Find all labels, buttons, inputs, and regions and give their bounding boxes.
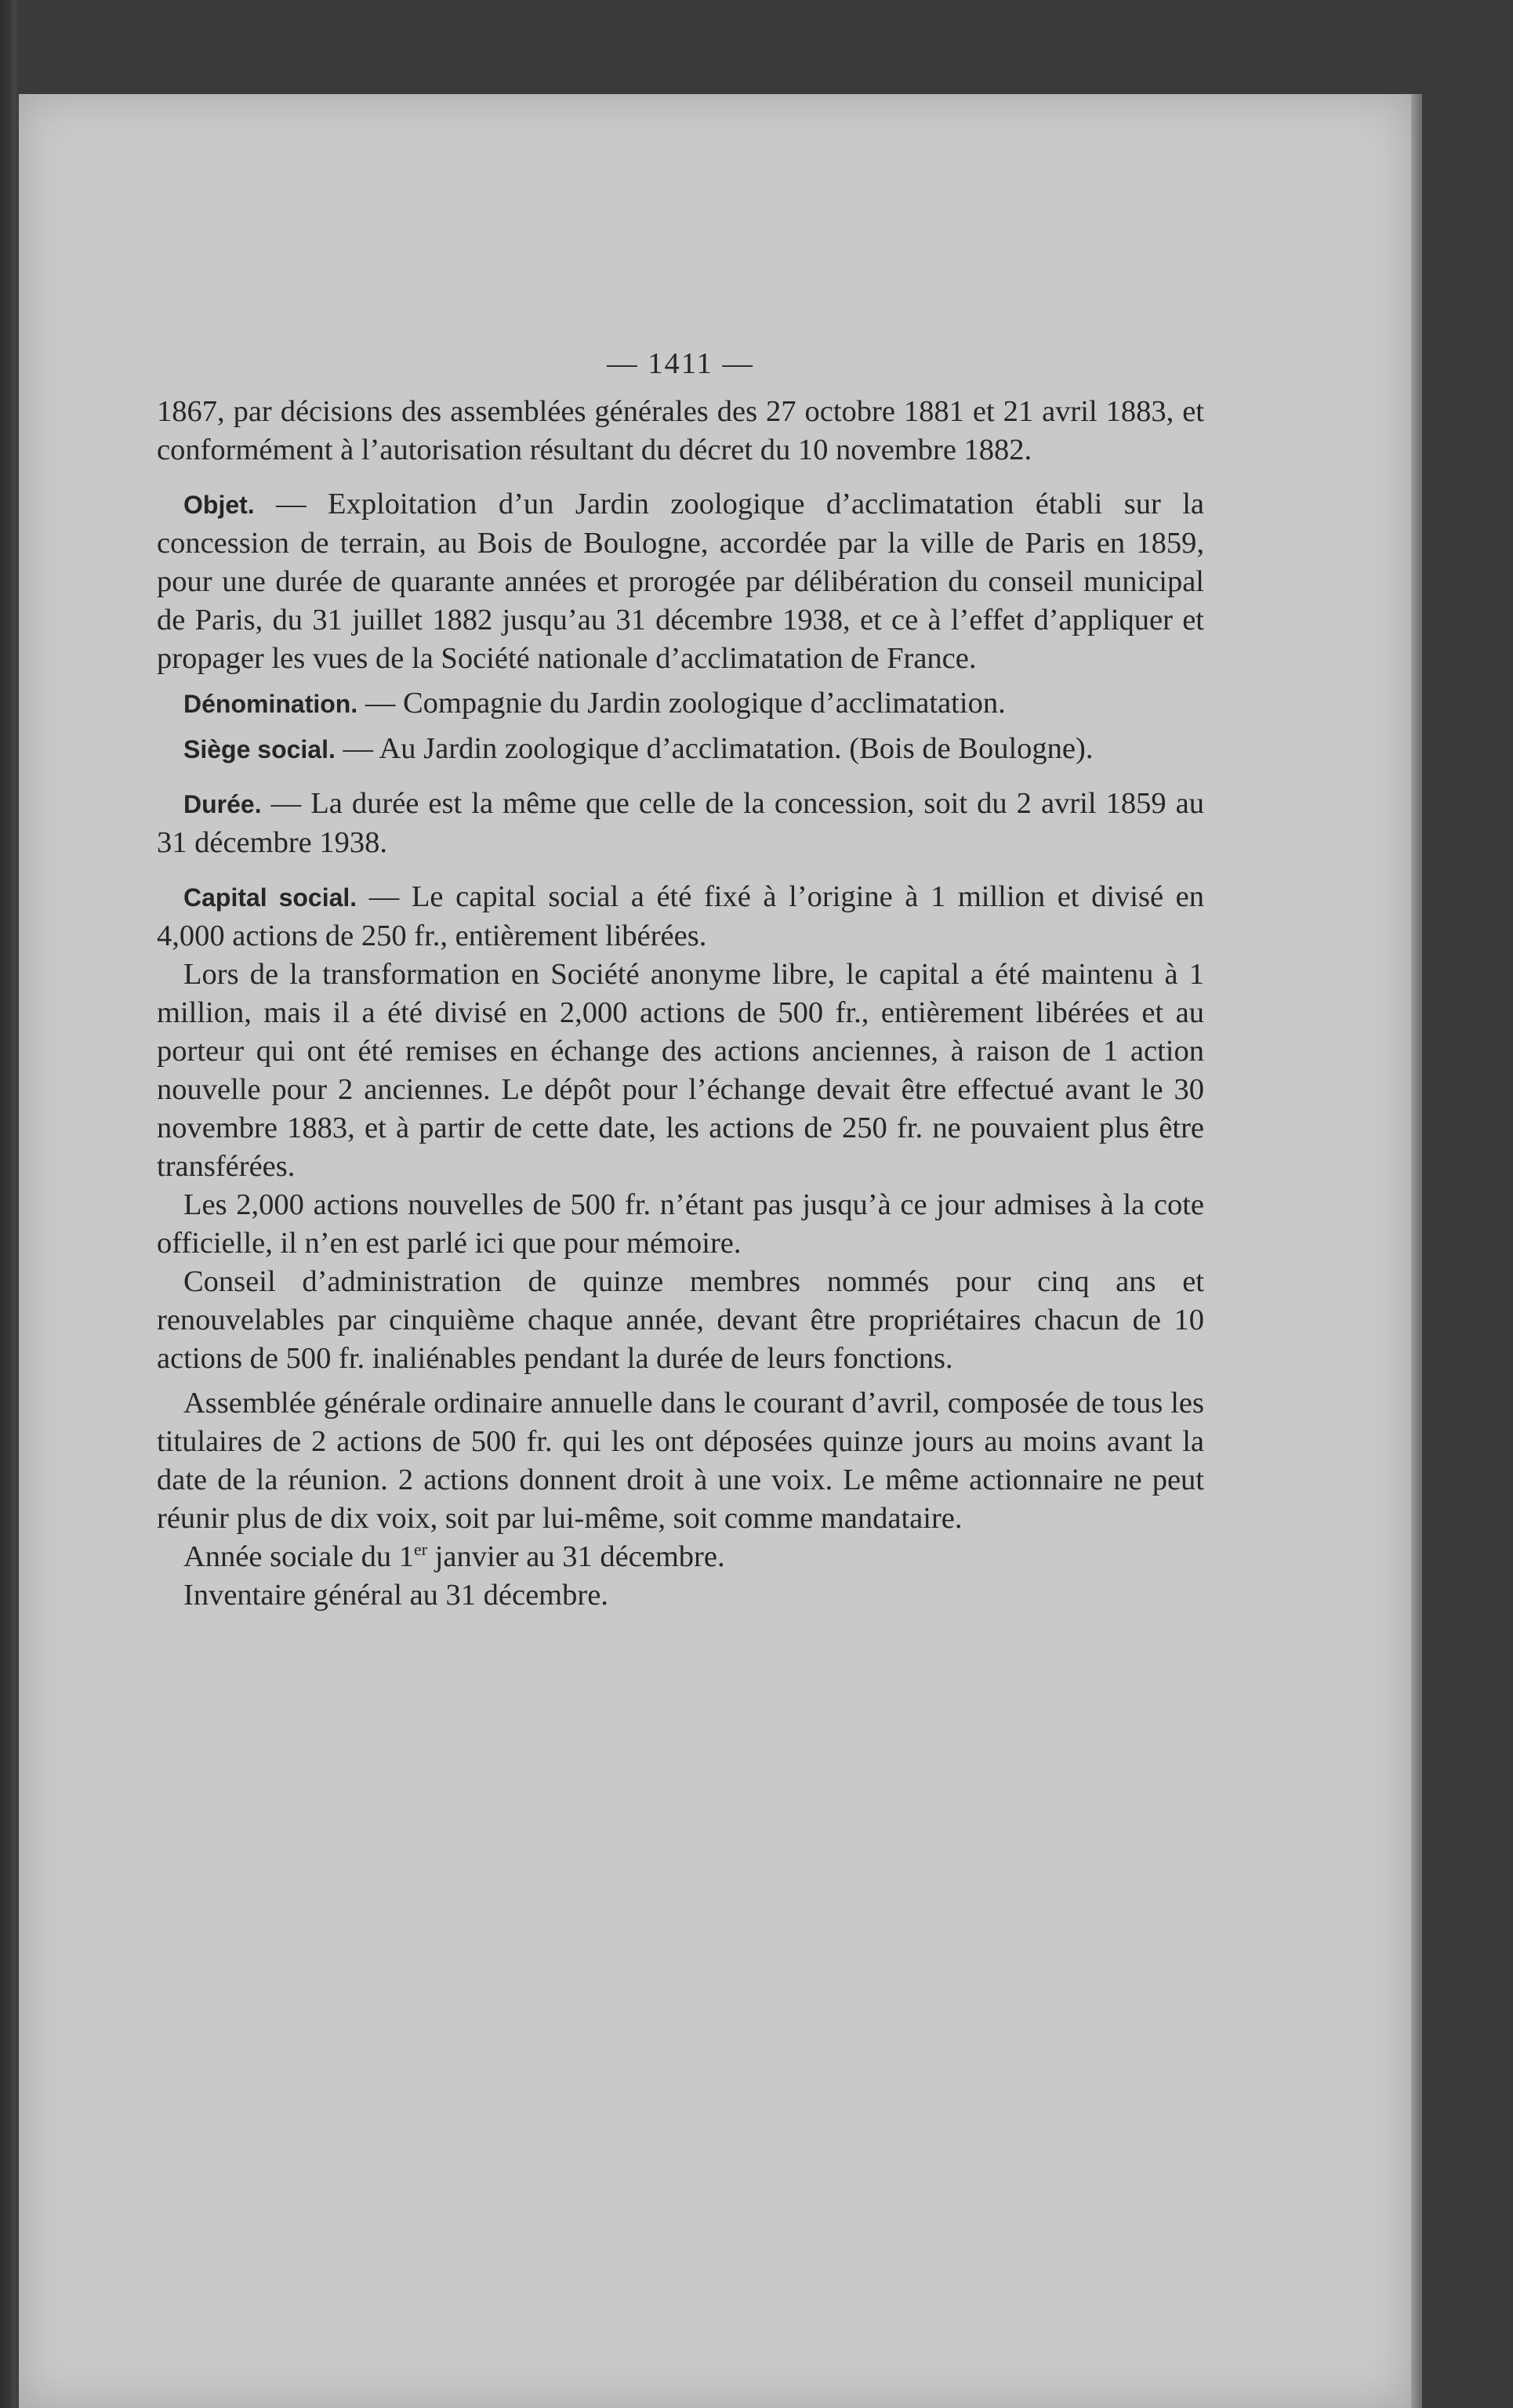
opening-paragraph: 1867, par décisions des assemblées générales des 27 octobre 1881 et 21 avril 1883, et conformément à l’autorisation résultant du décret du 10 novembre 1882. [157,395,1204,466]
denomination-section [157,684,1204,723]
siege-text: — Au Jardin zoologique d’acclimatation. (Bois de Boulogne). [335,732,1094,765]
annee-sociale-sup: er [414,1539,428,1560]
capital-label: Capital social. [183,883,357,912]
annee-sociale-after: janvier au 31 décembre. [427,1540,725,1573]
annee-sociale-line [157,1538,1204,1576]
siege-label: Siège social. [183,735,336,763]
duree-section [157,785,1204,862]
page-edge [1411,94,1422,2408]
annee-sociale-before: Année sociale du 1 [183,1540,414,1573]
transformation-paragraph: Lors de la transformation en Société anonyme libre, le capital a été maintenu à 1 million, mais il a été divisé en 2,000 actions de 500 fr., entièrement libérées et au porteur qui ont été remises en échange des actions anciennes, à raison de 1 action nouvelle pour 2 anciennes. Le dépôt pour l’échange devait être effectué avant le 30 novembre 1883, et à partir de cette date, les actions de 250 fr. ne pouvaient plus être transférées. [157,958,1204,1183]
page-number: — 1411 — [607,347,754,380]
conseil-paragraph: Conseil d’administration de quinze membres nommés pour cinq ans et renouvelables par cinquième chaque année, devant être propriétaires chacun de 10 actions de 500 fr. inaliénables pendant la durée de leurs fonctions. [157,1265,1204,1375]
inventaire-line: Inventaire général au 31 décembre. [183,1579,608,1612]
capital-text: — Le capital social a été fixé à l’origine à 1 million et divisé en 4,000 actions de 250 fr., entièrement libérées. [157,880,1205,952]
page-text [157,345,1204,1615]
objet-label: Objet. [183,491,255,519]
duree-label: Durée. [183,790,262,818]
duree-text: — La durée est la même que celle de la concession, soit du 2 avril 1859 au 31 décembre 1938. [157,787,1204,859]
assemblee-paragraph: Assemblée générale ordinaire annuelle dans le courant d’avril, composée de tous les titulaires de 2 actions de 500 fr. qui les ont déposées quinze jours au moins avant la date de la réunion. 2 actions donnent droit à une voix. Le même actionnaire ne peut réunir plus de dix voix, soit par lui-même, soit comme mandataire. [157,1387,1204,1535]
denomination-label: Dénomination. [183,690,358,718]
denomination-text: — Compagnie du Jardin zoologique d’acclimatation. [357,687,1006,720]
capital-section [157,878,1204,956]
objet-text: — Exploitation d’un Jardin zoologique d’acclimatation établi sur la concession de terrain, au Bois de Boulogne, accordée par la ville de Paris en 1859, pour une durée de quarante années et prorogée par délibération du conseil municipal de Paris, du 31 juillet 1882 jusqu’au 31 décembre 1938, et ce à l’effet d’appliquer et propager les vues de la Société nationale d’acclimatation de France. [157,488,1204,675]
nouvelles-actions-paragraph: Les 2,000 actions nouvelles de 500 fr. n’étant pas jusqu’à ce jour admises à la cote officielle, il n’en est parlé ici que pour mémoire. [157,1188,1204,1260]
siege-section [157,730,1204,769]
objet-section [157,485,1204,678]
